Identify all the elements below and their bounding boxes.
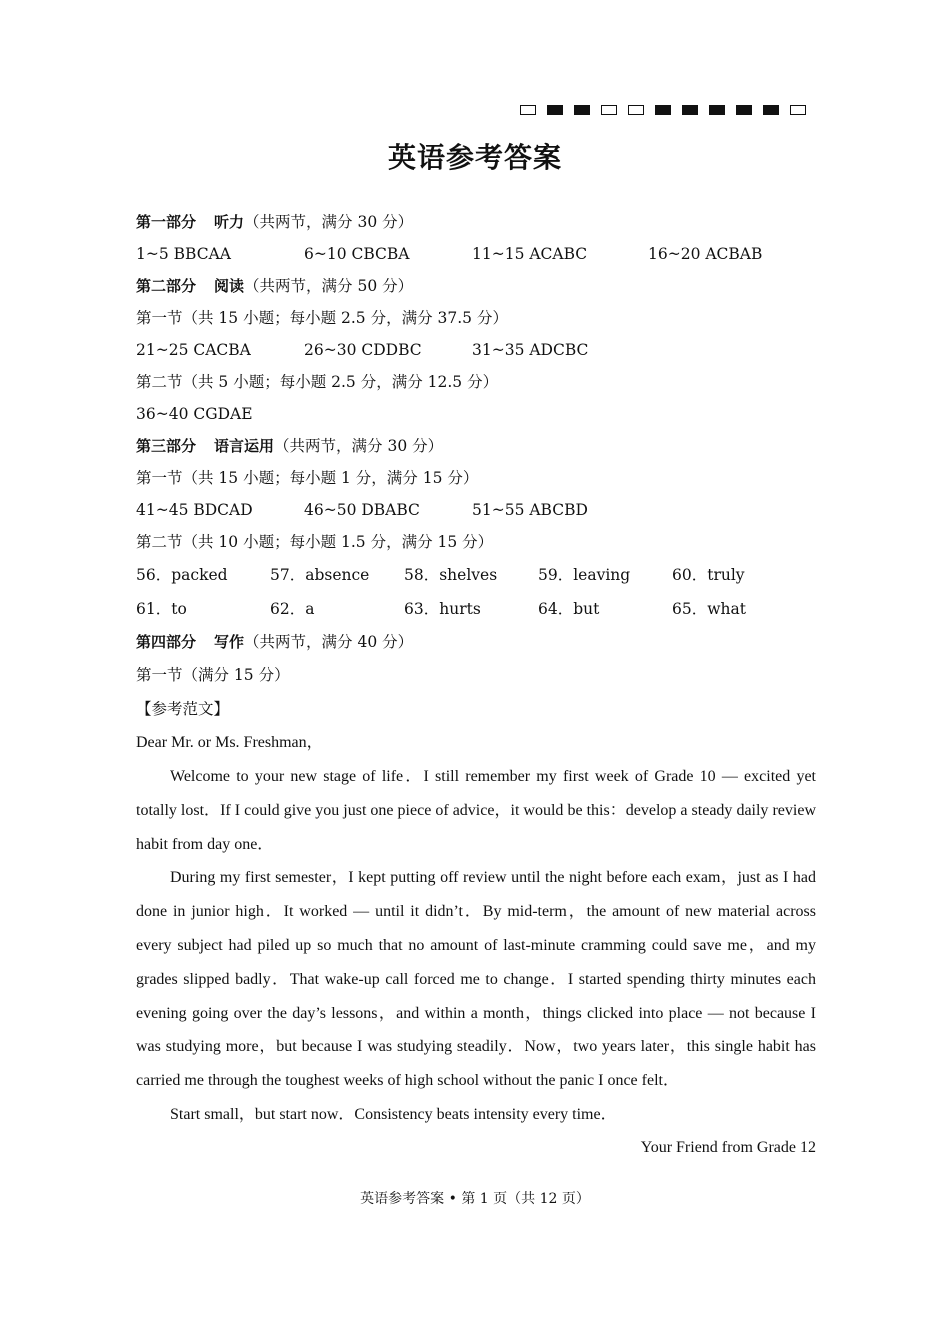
registration-mark bbox=[601, 105, 617, 115]
part1-heading bbox=[136, 206, 816, 238]
section-heading: 第一节（满分 15 分） bbox=[136, 666, 290, 684]
page-title: 英语参考答案 bbox=[387, 141, 562, 174]
part2-section1-answers bbox=[136, 334, 816, 366]
registration-mark bbox=[574, 105, 590, 115]
section-heading: 第一节（共 15 小题；每小题 1 分，满分 15 分） bbox=[136, 469, 479, 487]
answer-group: 36~40 CGDAE bbox=[136, 405, 253, 423]
registration-mark bbox=[547, 105, 563, 115]
registration-mark bbox=[709, 105, 725, 115]
fill-answer: 60．truly bbox=[672, 566, 745, 584]
section-heading: 第一节（共 15 小题；每小题 2.5 分，满分 37.5 分） bbox=[136, 309, 508, 327]
answer-group: 11~15 ACABC bbox=[472, 245, 588, 263]
part-number: 第二部分 bbox=[136, 277, 197, 295]
answer-content bbox=[136, 206, 816, 1164]
answer-group: 31~35 ADCBC bbox=[472, 341, 589, 359]
part-note: （共两节，满分 50 分） bbox=[244, 277, 414, 295]
part-name: 阅读 bbox=[214, 277, 245, 295]
part-note: （共两节，满分 30 分） bbox=[244, 213, 414, 231]
answer-group: 26~30 CDDBC bbox=[304, 341, 422, 359]
part3-section1-answers bbox=[136, 494, 816, 526]
fill-answer: 62．a bbox=[270, 600, 315, 618]
essay-paragraph: Welcome to your new stage of life．I still remember my first week of Grade 10 — excited yet totally lost．If I could give you just one piece of advice，it would be this：develop a steady daily review habit from day one． bbox=[136, 768, 816, 853]
part-number: 第三部分 bbox=[136, 437, 197, 455]
section-heading: 第二节（共 5 小题；每小题 2.5 分，满分 12.5 分） bbox=[136, 373, 499, 391]
fill-answer: 64．but bbox=[538, 600, 600, 618]
part3-heading bbox=[136, 430, 816, 462]
sample-essay bbox=[136, 726, 816, 1164]
page-footer: 英语参考答案 • 第 1 页（共 12 页） bbox=[360, 1191, 590, 1207]
part-name: 语言运用 bbox=[214, 437, 275, 455]
part-name: 写作 bbox=[214, 633, 245, 651]
part-number: 第四部分 bbox=[136, 633, 197, 651]
registration-mark bbox=[628, 105, 644, 115]
sample-label: 【参考范文】 bbox=[136, 700, 230, 718]
fill-answer: 56．packed bbox=[136, 566, 228, 584]
fill-answers-row bbox=[136, 592, 816, 626]
part-number: 第一部分 bbox=[136, 213, 197, 231]
registration-mark bbox=[655, 105, 671, 115]
answer-group: 6~10 CBCBA bbox=[304, 245, 410, 263]
part4-heading bbox=[136, 626, 816, 658]
part-name: 听力 bbox=[214, 213, 245, 231]
registration-mark bbox=[790, 105, 806, 115]
part-note: （共两节，满分 30 分） bbox=[274, 437, 444, 455]
answer-group: 41~45 BDCAD bbox=[136, 501, 253, 519]
part2-heading bbox=[136, 270, 816, 302]
answer-group: 21~25 CACBA bbox=[136, 341, 251, 359]
registration-marks bbox=[520, 105, 806, 115]
essay-paragraph: Start small，but start now．Consistency beats intensity every time． bbox=[170, 1105, 617, 1123]
essay-paragraph: During my first semester，I kept putting off review until the night before each exam，just as I had done in junior high．It worked — until it didn’t．By mid-term，the amount of new material across every subject had piled up so much that no amount of last-minute cramming could save me，and my grades slipped badly．That wake-up call forced me to change．I started spending thirty minutes each evening going over the day’s lessons，and within a month，things clicked into place — not because I was studying more，but because I was studying steadily．Now，two years later，this single habit has carried me through the toughest weeks of high school without the panic I once felt． bbox=[136, 869, 817, 1090]
answer-group: 46~50 DBABC bbox=[304, 501, 420, 519]
part-note: （共两节，满分 40 分） bbox=[244, 633, 414, 651]
answer-group: 51~55 ABCBD bbox=[472, 501, 588, 519]
registration-mark bbox=[520, 105, 536, 115]
essay-signature: Your Friend from Grade 12 bbox=[640, 1138, 816, 1156]
registration-mark bbox=[736, 105, 752, 115]
essay-greeting: Dear Mr. or Ms. Freshman， bbox=[136, 734, 323, 751]
part1-answers bbox=[136, 238, 816, 270]
fill-answer: 59．leaving bbox=[538, 566, 631, 584]
fill-answer: 61．to bbox=[136, 600, 187, 618]
fill-answer: 58．shelves bbox=[404, 566, 498, 584]
fill-answer: 65．what bbox=[672, 600, 746, 618]
part2-section2-answers bbox=[136, 398, 816, 430]
fill-answer: 57．absence bbox=[270, 566, 370, 584]
answer-group: 1~5 BBCAA bbox=[136, 245, 231, 263]
section-heading: 第二节（共 10 小题；每小题 1.5 分，满分 15 分） bbox=[136, 533, 494, 551]
registration-mark bbox=[682, 105, 698, 115]
fill-answers-row bbox=[136, 558, 816, 592]
answer-group: 16~20 ACBAB bbox=[648, 245, 763, 263]
fill-answer: 63．hurts bbox=[404, 600, 481, 618]
registration-mark bbox=[763, 105, 779, 115]
